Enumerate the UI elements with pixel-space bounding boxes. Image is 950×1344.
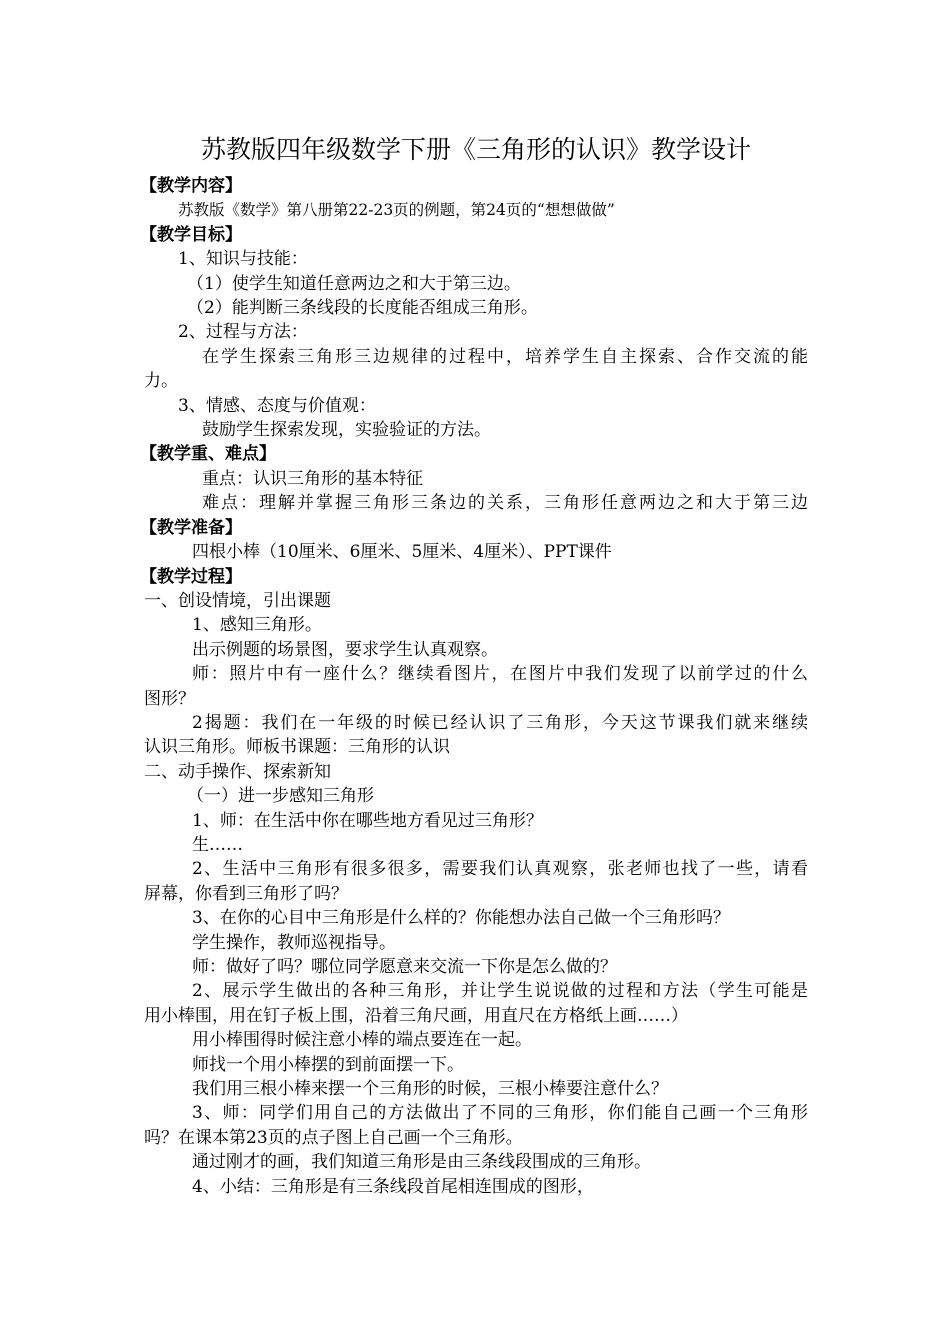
paragraph-line: 生…… [192,834,243,855]
paragraph-line: 2、生活中三角形有很多很多，需要我们认真观察，张老师也找了一些，请看 [192,859,808,880]
paragraph-line: 用小棒围，用在钉子板上围，沿着三角尺画，用直尺在方格纸上画……） [144,1005,688,1026]
paragraph-line: 通过刚才的画，我们知道三角形是由三条线段围成的三角形。 [192,1152,651,1173]
document-body [140,174,808,1199]
paragraph-line: （一）进一步感知三角形 [187,786,374,807]
section-heading: 【教学重、难点】 [140,444,276,465]
paragraph-line: 苏教版《数学》第八册第22-23页的例题，第24页的“想想做做” [178,201,615,220]
paragraph-line: 认识三角形。师板书课题：三角形的认识 [144,737,450,758]
paragraph-line: 1、感知三角形。 [192,615,322,636]
paragraph-line: 2、展示学生做出的各种三角形，并让学生说说做的过程和方法（学生可能是 [192,981,808,1002]
paragraph-line: （1）使学生知道任意两边之和大于第三边。 [187,273,521,294]
paragraph-line: 1、师：在生活中你在哪些地方看见过三角形？ [192,810,543,831]
paragraph-line: 重点：认识三角形的基本特征 [202,468,423,489]
paragraph-line: 二、动手操作、探索新知 [144,761,331,782]
paragraph-line: 力。 [144,371,178,392]
paragraph-line: 师找一个用小棒摆的到前面摆一下。 [192,1054,464,1075]
paragraph-line: （2）能判断三条线段的长度能否组成三角形。 [187,298,538,319]
paragraph-line: 四根小棒（10厘米、6厘米、5厘米、4厘米）、PPT课件 [192,542,612,563]
paragraph-line: 师：照片中有一座什么？继续看图片，在图片中我们发现了以前学过的什么 [192,664,808,685]
paragraph-line: 屏幕，你看到三角形了吗？ [144,883,348,904]
paragraph-line: 学生操作，教师巡视指导。 [192,932,396,953]
paragraph-line: 3、师：同学们用自己的方法做出了不同的三角形，你们能自己画一个三角形 [192,1103,808,1124]
paragraph-line: 我们用三根小棒来摆一个三角形的时候，三根小棒要注意什么？ [192,1079,668,1100]
paragraph-line: 鼓励学生探索发现，实验验证的方法。 [202,420,491,441]
paragraph-line: 在学生探索三角形三边规律的过程中，培养学生自主探索、合作交流的能 [202,346,808,367]
paragraph-line: 3、在你的心目中三角形是什么样的？你能想办法自己做一个三角形吗？ [192,908,730,929]
paragraph-line: 出示例题的场景图，要求学生认真观察。 [192,639,498,660]
paragraph-line: 1、知识与技能： [178,249,308,270]
document-page [140,130,808,1199]
paragraph-line: 2揭题：我们在一年级的时候已经认识了三角形，今天这节课我们就来继续 [192,712,808,733]
paragraph-line: 一、创设情境，引出课题 [144,590,331,611]
section-heading: 【教学过程】 [140,566,242,587]
paragraph-line: 吗？在课本第23页的点子图上自己画一个三角形。 [144,1127,523,1148]
paragraph-line: 难点：理解并掌握三角形三条边的关系，三角形任意两边之和大于第三边 [202,493,808,514]
paragraph-line: 4、小结：三角形是有三条线段首尾相连围成的图形， [192,1176,594,1197]
section-heading: 【教学内容】 [140,176,242,196]
paragraph-line: 用小棒围得时候注意小棒的端点要连在一起。 [192,1030,532,1051]
paragraph-line: 师：做好了吗？哪位同学愿意来交流一下你是怎么做的？ [192,957,617,977]
paragraph-line: 2、过程与方法： [178,322,308,343]
document-title: 苏教版四年级数学下册《三角形的认识》教学设计 [200,135,751,164]
paragraph-line: 3、情感、态度与价值观： [178,395,376,416]
paragraph-line: 图形？ [144,688,195,709]
section-heading: 【教学目标】 [140,224,242,245]
section-heading: 【教学准备】 [140,517,242,538]
